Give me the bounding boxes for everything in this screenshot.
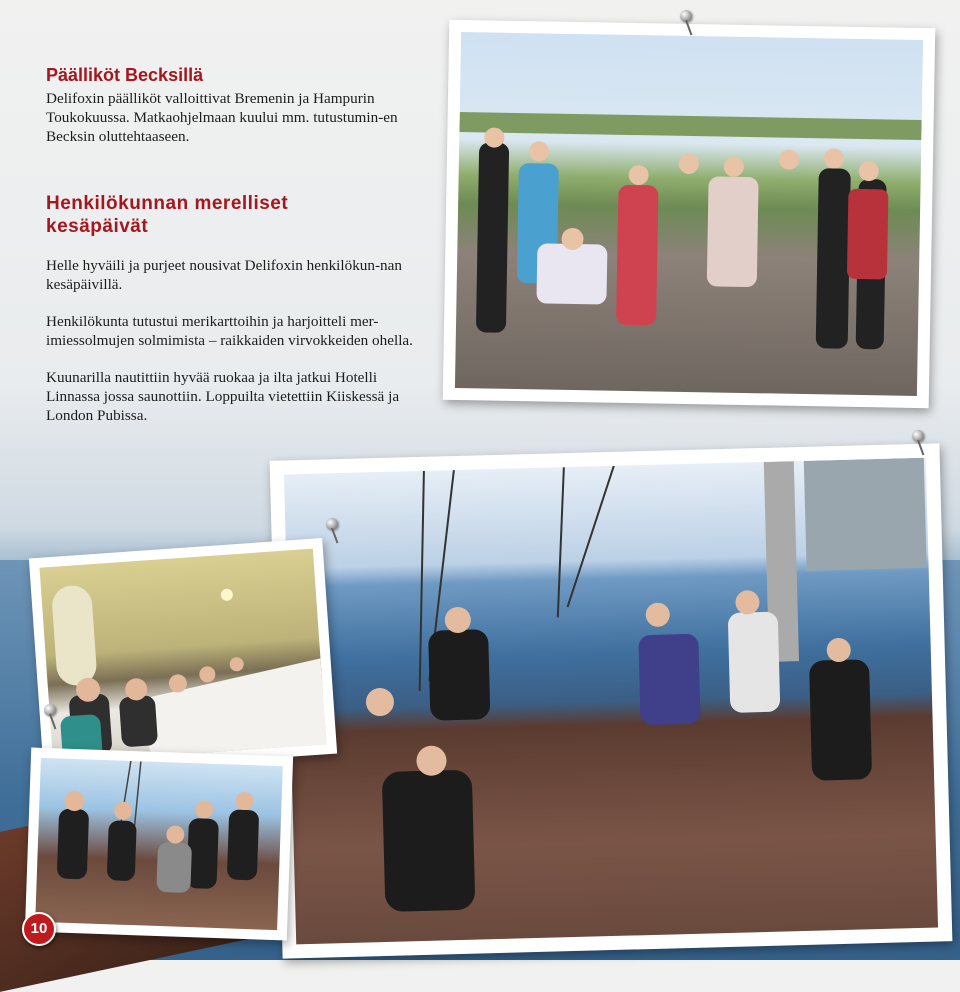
paragraph-1: Helle hyväili ja purjeet nousivat Delifoxin henkilökun-nan kesäpäivillä. [46, 257, 402, 293]
pin-icon [680, 10, 692, 22]
dinner-scene-illustration [39, 549, 326, 764]
deck-group-photo [25, 747, 293, 940]
section-body-becks: Delifoxin päälliköt valloittivat Bremenin ja Hampurin Toukokuussa. Matkaohjelmaan kuului mm. tutustumin-en Becksin oluttehtaaseen. [46, 90, 398, 145]
paragraph-2: Henkilökunta tutustui merikarttoihin ja harjoitteli mer-imiessolmujen solmimista – raikkaiden virvokkeiden ohella. [46, 313, 413, 349]
section-heading-becks: Päälliköt Becksillä [46, 65, 204, 85]
paragraph-3: Kuunarilla nautittiin hyvää ruokaa ja ilta jatkui Hotelli Linnassa jossa saunottiin. Loppuilta vietettiin Kiiskessä ja London Pubissa. [46, 369, 400, 424]
section-heading-summer-days: Henkilökunnan merelliset kesäpäivät [46, 193, 289, 237]
page-number-badge: 10 [22, 912, 56, 946]
pin-icon [912, 430, 924, 442]
article-text [46, 64, 416, 425]
dinner-photo [29, 538, 337, 774]
sailing-ship-photo [270, 443, 953, 958]
group-photo-becks [443, 20, 936, 408]
deck-group-illustration [35, 758, 283, 930]
deck-scene-illustration [284, 458, 938, 945]
pin-icon [44, 704, 56, 716]
group-people-illustration [455, 32, 923, 396]
pin-icon [326, 518, 338, 530]
